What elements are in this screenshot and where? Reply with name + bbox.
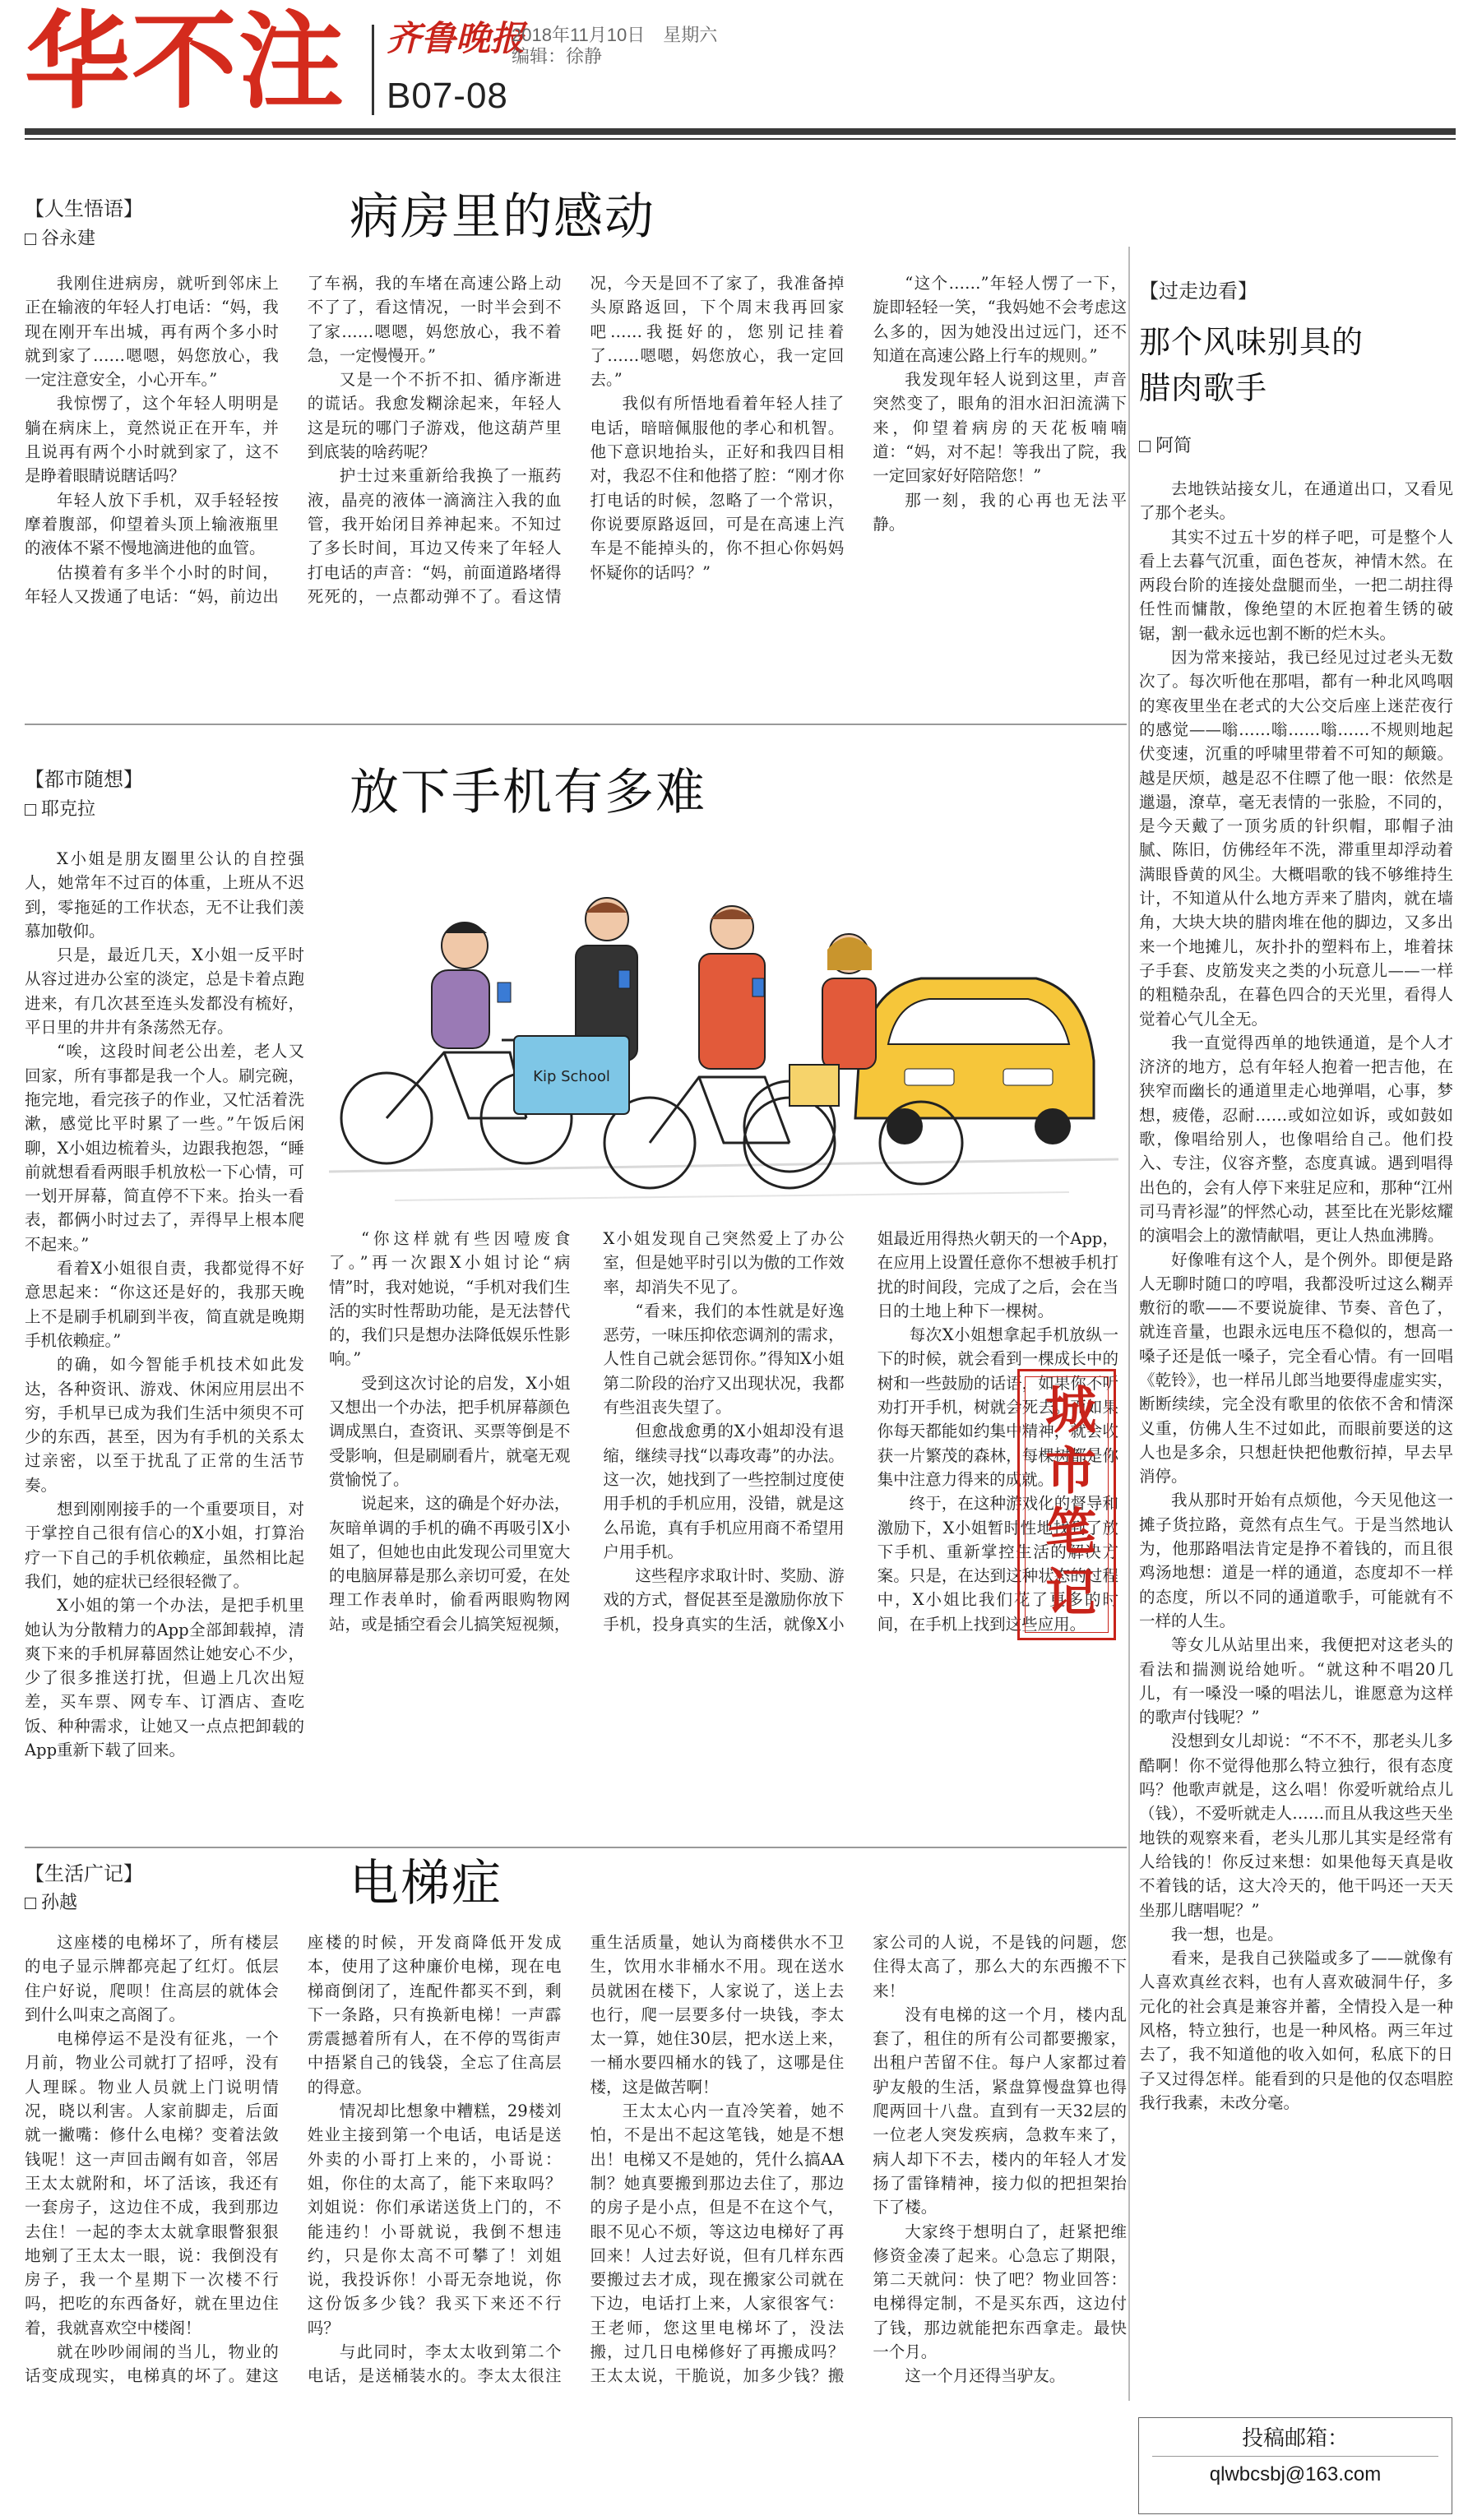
- author-byline: 耶克拉: [25, 798, 95, 822]
- column-tag: 【人生悟语】: [25, 197, 143, 220]
- paragraph: 每次X小姐想拿起手机放纵一下的时候，就会看到一棵成长中的树和一些鼓励的话语，如果你不听劝打开手机，树就会死去。而如果你每天都能如约集中精神，就会收获一片繁茂的森林，每棵树都是你集中注意力得来的成就。: [877, 1325, 1118, 1489]
- paragraph: 终于，在这种游戏化的督导和激励下，X小姐暂时性地找到了放下手机、重新掌控生活的解决方案。只是，在达到这种状态的过程中，X小姐比我们花了更多的时间，在手机上找到这些应用。: [877, 1494, 1118, 1634]
- svg-text:Kip School: Kip School: [533, 1068, 610, 1085]
- paragraph: 电梯停运不是没有征兆，一个月前，物业公司就打了招呼，没有人理睬。物业人员就上门说明情况，晓以利害。人家前脚走，后面就一撇嘴：修什么电梯？变着法敛钱呢！这一声回击阚有如音，邻居王太太就附和，坏了活该，我还有一套房子，这边住不成，我到那边去住！一起的李太太就拿眼瞥狠狠地剜了王太太一眼，说：我倒没有房子，我一个星期下一次楼不行吗，把吃的东西备好，就在里边住着，我就喜欢空中楼阁！: [25, 2029, 279, 2337]
- paragraph: 我一直觉得西单的地铁通道，是个人才济济的地方，总有年轻人抱着一把吉他，在狭窄而幽长的通道里走心地弹唱，心事，梦想，疲倦，忍耐……或如泣如诉，或如鼓如歌，像唱给别人，也像唱给自己。他们投入、专注，仪容齐整，态度真诚。遇到唱得出色的，会有人停下来驻足应和，那种“江州司马青衫湿”的怦然心动，甚至比在光影炫耀的演唱会上的激情献唱，更让人热血沸腾。: [1139, 1033, 1453, 1246]
- paragraph: 与此同时，李太太收到第二个电话，是送桶装水的。李太太很注重生活质量，她认为商楼供水不卫生，饮用水非桶水不用。现在送水员就困在楼下，人家说了，送上去也行，爬一层要多付一块钱，李太太一算，她住30层，把水送上来，一桶水要四桶水的钱了，这哪是住楼，这是做苦啊！: [307, 1933, 845, 2386]
- paragraph: 我刚住进病房，就听到邻床上正在输液的年轻人打电话：“妈，我现在刚开车出城，再有两个多小时就到家了……嗯嗯，妈您放心，我一定注意安全，小心开车。”: [25, 274, 279, 390]
- article-headline: 电梯症: [350, 1855, 502, 1912]
- paragraph: 等女儿从站里出来，我便把对这老头的看法和揣测说给她听。“就这种不唱20几儿，有一嗓没一嗓的唱法儿，谁愿意为这样的歌声付钱呢？”: [1139, 1635, 1453, 1727]
- paragraph: “唉，这段时间老公出差，老人又回家，所有事都是我一个人。刷完碗，拖完地，看完孩子的作业，又忙活着洗漱，感觉比平时累了一些。”午饭后闲聊，X小姐边梳着头，边跟我抱怨，“睡前就想看看两眼手机放松一下心情，可一划开屏幕，简直停不下来。抬头一看表，都俩小时过去了，弄得早上根本爬不起来。”: [25, 1042, 304, 1254]
- paragraph: 那一刻，我的心再也无法平静。: [873, 490, 1127, 534]
- paragraph: 我似有所悟地看着年轻人挂了电话，暗暗佩服他的孝心和机智。他下意识地抬头，正好和我四目相对，我忍不住和他搭了腔：“刚才你打电话的时候，忽略了一个常识，你说要原路返回，可是在高速上汽车是不能掉头的，你不担心你妈妈怀疑你的话吗？”: [590, 394, 845, 582]
- column-seal: 城市笔记: [1017, 1369, 1116, 1640]
- paragraph: 我一想，也是。: [1171, 1924, 1284, 1944]
- article-body: [25, 847, 304, 1833]
- masthead-rule-thin: [25, 138, 1456, 140]
- paragraph: 大家终于想明白了，赶紧把维修资金凑了起来。心急忘了期限，第二天就问：快了吧？物业回答：电梯得定制，不是买东西，这边付了钱，那边就能把东西拿走。最快一个月。: [873, 2222, 1127, 2362]
- paragraph: 只是，最近几天，X小姐一反平时从容过进办公室的淡定，总是卡着点跑进来，有几次甚至连头发都没有梳好，平日里的井井有条荡然无存。: [25, 946, 304, 1038]
- paragraph: 估摸着有多半个小时的时间，年轻人又拨通了电话：“妈，前边出了车祸，我的车堵在高速公路上动不了了，看这情况，一时半会到不了家……嗯嗯，妈您放心，我不着急，一定慢慢开。”: [25, 274, 562, 606]
- paragraph: 没有电梯的这一个月，楼内乱套了，租住的所有公司都要搬家，出租户苦留不住。每户人家都过着驴友般的生活，紧盘算慢盘算也得爬两回十八盘。直到有一天32层的一位老人突发疾病，急救车来了，病人却下不去，楼内的年轻人才发扬了雷锋精神，接力似的把担架抬下了楼。: [873, 2004, 1127, 2217]
- article-headline: 那个风味别具的 腊肉歌手: [1139, 324, 1364, 406]
- submission-box: [1138, 2417, 1452, 2514]
- paragraph: “看来，我们的本性就是好逸恶劳，一味压抑依恋调剂的需求，人性自己就会惩罚你。”得知X小姐第二阶段的治疗又出现状况，我都有些沮丧失望了。: [603, 1301, 845, 1417]
- author-byline: 谷永建: [25, 227, 95, 252]
- paragraph: 护士过来重新给我换了一瓶药液，晶亮的液体一滴滴注入我的血管，我开始闭目养神起来。不知过了多长时间，耳边又传来了年轻人打电话的声音：“妈，前面道路堵得死死的，一点都动弹不了。看这情况，今天是回不了家了，我准备掉头原路返回，下个周末我再回家吧……我挺好的，您别记挂着了……嗯嗯，妈您放心，我一定回去。”: [307, 274, 845, 606]
- paragraph: 的确，如今智能手机技术如此发达，各种资讯、游戏、休闲应用层出不穷，手机早已成为我们生活中须臾不可少的东西，甚至，因为有手机的关系太过亲密，以至于扰乱了正常的生活节奏。: [25, 1355, 304, 1495]
- paragraph: 我从那时开始有点烦他，今天见他这一摊子货拉路，竟然有点生气。于是当然地认为，他那路唱法肯定是挣不着钱的，而且很鸡汤地想：道是一样的通道，态度却不一样的态度，所以不同的通道歌手，可能就有不一样的人生。: [1139, 1491, 1453, 1630]
- column-tag: 【生活广记】: [25, 1862, 143, 1885]
- masthead-rule: [25, 128, 1456, 135]
- column-divider: [1128, 247, 1130, 2401]
- newspaper-logo: 齐鲁晚报: [387, 18, 526, 58]
- article-body: [1139, 477, 1453, 2401]
- square-icon: [25, 804, 36, 816]
- paragraph: 我发现年轻人说到这里，声音突然变了，眼角的泪水汩汩流满下来，仰望着病房的天花板喃喃道：“妈，对不起！等我出了院，我一定回家好好陪陪您！”: [873, 370, 1127, 486]
- illustration-cyclists: [329, 847, 1118, 1217]
- submission-label: 投稿邮箱：: [1152, 2425, 1438, 2457]
- article-headline: 病房里的感动: [350, 188, 655, 246]
- article-body: [329, 1227, 1118, 1835]
- car-illustration: [855, 978, 1094, 1144]
- article-body: [25, 271, 1127, 715]
- square-icon: [25, 234, 36, 245]
- paragraph: “你这样就有些因噎废食了。”再一次跟X小姐讨论“病情”时，我对她说，“手机对我们生活的实时性帮助功能，是无法替代的，我们只是想办法降低娱乐性影响。”: [329, 1229, 571, 1369]
- paragraph: 这座楼的电梯坏了，所有楼层的电子显示牌都亮起了红灯。低层住户好说，爬呗！住高层的就体会到什么叫束之高阁了。: [25, 1933, 279, 2024]
- column-tag: 【过走边看】: [1139, 280, 1257, 303]
- paragraph: 这一个月还得当驴友。: [905, 2366, 1066, 2386]
- paragraph: 去地铁站接女儿，在通道出口，又看见了那个老头。: [1139, 479, 1453, 523]
- paragraph: 受到这次讨论的启发，X小姐又想出一个办法，把手机屏幕颜色调成黑白，查资讯、买票等倒是不受影响，但是刷刷看片，就毫无观赏愉悦了。: [329, 1373, 571, 1489]
- article-divider: [25, 1847, 1127, 1848]
- paragraph: 又是一个不折不扣、循序渐进的谎话。我愈发糊涂起来，年轻人这是玩的哪门子游戏，他这葫芦里到底装的啥药呢？: [307, 370, 562, 462]
- paragraph: X小姐的第一个办法，是把手机里她认为分散精力的App全部卸载掉，清爽下来的手机屏幕固然让她安心不少，少了很多推送打扰，但過上几次出短差，买车票、网专车、订酒店、查吃饭、种种需求，让她又一点点把卸载的App重新下载了回来。: [25, 1596, 304, 1759]
- paragraph: 我惊愣了，这个年轻人明明是躺在病床上，竟然说正在开车，并且说再有两个小时就到家了，这不是睁着眼睛说瞎话吗？: [25, 394, 279, 486]
- masthead-divider: [372, 25, 374, 115]
- paragraph: 就在吵吵闹闹的当儿，物业的话变成现实，电梯真的坏了。建这座楼的时候，开发商降低开发成本，使用了这种廉价电梯，现在电梯商倒闭了，连配件都买不到，剩下一条路，只有换新电梯！一声霹雳震撼着所有人，在不停的骂街声中捂紧自己的钱袋，全忘了住高层的得意。: [25, 1933, 562, 2386]
- issue-date: 2018年11月10日 星期六: [512, 25, 718, 45]
- article-headline: 放下手机有多难: [350, 764, 706, 821]
- section-title: 华不注: [25, 1, 346, 123]
- square-icon: [1139, 441, 1151, 452]
- paragraph: 但愈战愈勇的X小姐却没有退缩，继续寻找“以毒攻毒”的办法。这一次，她找到了一些控制过度使用手机的手机应用，没错，就是这么吊诡，真有手机应用商不希望用户用手机。: [603, 1422, 845, 1561]
- column-tag: 【都市随想】: [25, 768, 143, 791]
- paragraph: 看来，是我自己狭隘或多了——就像有人喜欢真丝衣料，也有人喜欢破洞牛仔，多元化的社会真是兼容并蓄，全情投入是一种风格，特立独行，也是一种风格。两三年过去了，我不知道他的收入如何，私底下的日子又过得怎样。能看到的只是他的仅态唱腔我行我素，未改分毫。: [1139, 1949, 1453, 2112]
- paragraph: 说起来，这的确是个好办法，灰暗单调的手机的确不再吸引X小姐了，但她也由此发现公司里宽大的电脑屏幕是那么亲切可爱，在处理工作表单时，偷看两眼购物网站，或是插空看会儿搞笑短视频，X小姐发现自己突然爱上了办公室，但是她平时引以为傲的工作效率，却消失不见了。: [329, 1229, 845, 1634]
- paragraph: 情况却比想象中糟糕，29楼刘姓业主接到第一个电话，电话是送外卖的小哥打上来的，小哥说：姐，你住的太高了，能下来取吗？刘姐说：你们承诺送货上门的，不能违约！小哥就说，我倒不想违约，只是你太高不可攀了！刘姐说，我投诉你！小哥无奈地说，你这份饭多少钱？我买下来还不行吗？: [307, 2102, 562, 2337]
- article-divider: [25, 724, 1127, 725]
- paragraph: 年轻人放下手机，双手轻轻按摩着腹部，仰望着头顶上输液瓶里的液体不紧不慢地滴进他的血管。: [25, 490, 279, 558]
- paragraph: X小姐是朋友圈里公认的自控强人，她常年不过百的体重，上班从不迟到，零拖延的工作状态，无不让我们羡慕加敬仰。: [25, 849, 304, 941]
- paragraph: 王太太心内一直冷笑着，她不怕，不是出不起这笔钱，她是不想出！电梯又不是她的，凭什么搞AA制？她真要搬到那边去住了，那边的房子是小点，但是不在这个气，眼不见心不烦，等这边电梯好了再回来！人过去好说，但有几样东西要搬过去才成，现在搬家公司就在下边，电话打上来，人家很客气：王老师，您这里电梯坏了，没法搬，过几日电梯修好了再搬成吗？王太太说，干脆说，加多少钱？搬家公司的人说，不是钱的问题，您住得太高了，那么大的东西搬不下来！: [590, 1933, 1127, 2386]
- square-icon: [25, 1898, 36, 1909]
- paragraph: 看着X小姐很自责，我都觉得不好意思起来：“你这还是好的，我那天晚上不是刷手机刷到半夜，简直就是晚期手机依赖症。”: [25, 1259, 304, 1350]
- author-byline: 孙越: [25, 1891, 77, 1916]
- paragraph: 好像唯有这个人，是个例外。即便是路人无聊时随口的哼唱，我都没听过这么糊弄敷衍的歌——不要说旋律、节奏、音色了，就连音量，也跟永远电压不稳似的，想高一嗓子还是低一嗓子，完全看心情。有一回唱《乾铃》，也一样吊儿郎当地要得虚虚实实，断断续续，完全没有歌里的依依不舍和情深义重，仿佛人生不过如此，而眼前要送的这人也是多余，只想赶快把他敷衍掉，早去早消停。: [1139, 1250, 1453, 1487]
- paragraph: 这些程序求取计时、奖励、游戏的方式，督促甚至是激励你放下手机，投身真实的生活，就像X小姐最近用得热火朝天的一个App，在应用上设置任意你不想被手机打扰的时间段，完成了之后，会在当日的土地上种下一棵树。: [603, 1229, 1118, 1634]
- page-number: B07-08: [387, 76, 508, 116]
- editor-name: 编辑：徐静: [512, 46, 603, 67]
- paragraph: “这个……”年轻人愣了一下，旋即轻轻一笑，“我妈她不会考虑这么多的，因为她没出过远门，还不知道在高速公路上行车的规则。”: [873, 274, 1127, 365]
- paragraph: 想到刚刚接手的一个重要项目，对于掌控自己很有信心的X小姐，打算治疗一下自己的手机依赖症，虽然相比起我们，她的症状已经很轻微了。: [25, 1500, 304, 1591]
- paragraph: 其实不过五十岁的样子吧，可是整个人看上去暮气沉重，面色苍灰，神情木然。在两段台阶的连接处盘腿而坐，一把二胡拄得任性而慵散，像绝望的木匠抱着生锈的破锯，割一截永远也割不断的烂木头。: [1139, 527, 1453, 643]
- article-body: [25, 1930, 1127, 2514]
- paragraph: 因为常来接站，我已经见过过老头无数次了。每次听他在那唱，都有一种北风鸣咽的寒夜里坐在老式的大公交后座上迷茫夜行的感觉——嗡……嗡……嗡……不规则地起伏变速，沉重的呼啸里带着不可知的颠簸。越是厌烦，越是忍不住瞟了他一眼：依然是邋遢，潦草，毫无表情的一张脸，不同的，是今天戴了一顶劣质的针织帽，耶帽子油腻、陈旧，仿佛经年不洗，滞重里却浮动着满眼昏黄的风尘。大概唱歌的钱不够维持生计，不知道从什么地方弄来了腊肉，就在墙角，大块大块的腊肉堆在他的脚边，又多出来一个地摊儿，灰扑扑的塑料布上，堆着抹子手套、皮筋发夹之类的小玩意儿——一样的粗糙杂乱，在暮色四合的天光里，看得人觉着心气儿全无。: [1139, 648, 1453, 1029]
- submission-email: qlwbcsbj@163.com: [1209, 2463, 1382, 2485]
- paragraph: 没想到女儿却说：“不不不，那老头儿多酷啊！你不觉得他那么特立独行，很有态度吗？他歌声就是，这么唱！你爱听就给点儿（钱），不爱听就走人……而且从我这些天坐地铁的观察来看，老头儿那儿其实是经常有人给钱的！你反过来想：如果他每天真是收不着钱的话，这大冷天的，他干吗还一天天坐那儿瞎唱呢？”: [1139, 1732, 1453, 1920]
- author-byline: 阿简: [1139, 434, 1192, 459]
